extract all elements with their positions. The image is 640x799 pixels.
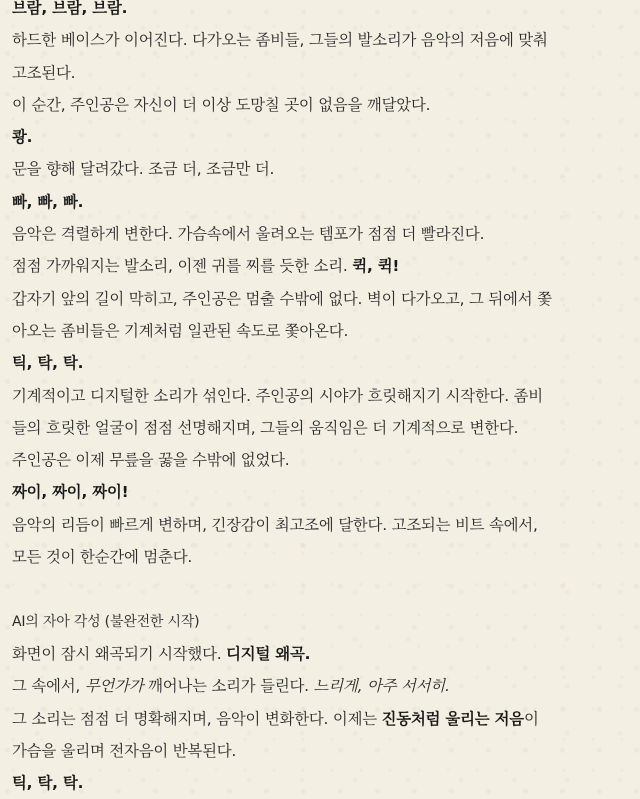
text-span: 그 속에서, bbox=[12, 677, 85, 696]
italic-phrase: 느리게, 아주 서서히. bbox=[313, 677, 450, 696]
paragraph-line bbox=[12, 703, 632, 735]
text-span: 화면이 잠시 왜곡되기 시작했다. bbox=[12, 644, 227, 663]
story-text bbox=[12, 0, 632, 799]
paragraph-line: 가슴을 울리며 전자음이 반복된다. bbox=[12, 741, 237, 760]
paragraph-line: 들의 흐릿한 얼굴이 점점 선명해지며, 그들의 움직임은 더 기계적으로 변한다. bbox=[12, 418, 519, 437]
paragraph-line: 기계적이고 디지털한 소리가 섞인다. 주인공의 시야가 흐릿해지기 시작한다. 좀비 bbox=[12, 386, 543, 405]
text-span: 그 소리는 점점 더 명확해지며, 음악이 변화한다. 이제는 bbox=[12, 709, 382, 728]
sound-line: 빠, 빠, 빠. bbox=[12, 192, 84, 211]
paragraph-line: 하드한 베이스가 이어진다. 다가오는 좀비들, 그들의 발소리가 음악의 저음에 맞춰 bbox=[12, 31, 548, 50]
paragraph-line: 아오는 좀비들은 기계처럼 일관된 속도로 쫓아온다. bbox=[12, 321, 349, 340]
paragraph-line: 고조된다. bbox=[12, 63, 76, 82]
text-span: 점점 가까워지는 발소리, 이젠 귀를 찌를 듯한 소리. bbox=[12, 257, 353, 276]
sound-line: 브람, 브람, 브람. bbox=[12, 0, 128, 17]
paragraph-line: 음악은 격렬하게 변한다. 가슴속에서 울려오는 템포가 점점 더 빨라진다. bbox=[12, 225, 485, 244]
paragraph-line bbox=[12, 638, 632, 670]
text-span: 이 bbox=[523, 709, 539, 728]
bold-sound: 퀵, 퀵! bbox=[352, 257, 400, 276]
sound-line: 틱, 탁, 탁. bbox=[12, 354, 84, 373]
sound-line: 쾅. bbox=[12, 128, 33, 147]
paragraph-line: 모든 것이 한순간에 멈춘다. bbox=[12, 548, 193, 567]
paragraph-line: 이 순간, 주인공은 자신이 더 이상 도망칠 곳이 없음을 깨달았다. bbox=[12, 95, 431, 114]
blank-line bbox=[12, 573, 632, 605]
bold-phrase: 디지털 왜곡. bbox=[226, 644, 311, 663]
sound-line: 틱, 탁, 탁. bbox=[12, 774, 84, 793]
paragraph-line: 음악의 리듬이 빠르게 변하며, 긴장감이 최고조에 달한다. 고조되는 비트 속에서, bbox=[12, 515, 538, 534]
paragraph-line: 주인공은 이제 무릎을 꿇을 수밖에 없었다. bbox=[12, 451, 290, 470]
section-heading: AI의 자아 각성 (불완전한 시작) bbox=[12, 613, 200, 630]
italic-phrase: 무언가가 bbox=[84, 677, 144, 696]
paragraph-line bbox=[12, 670, 632, 702]
paragraph-line: 갑자기 앞의 길이 막히고, 주인공은 멈출 수밖에 없다. 벽이 다가오고, 그 뒤에서 쫓 bbox=[12, 289, 552, 308]
bold-phrase: 진동처럼 울리는 저음 bbox=[381, 709, 524, 728]
sound-line: 짜이, 짜이, 짜이! bbox=[12, 483, 129, 502]
paragraph-line bbox=[12, 250, 632, 282]
paragraph-line: 문을 향해 달려갔다. 조금 더, 조금만 더. bbox=[12, 160, 275, 179]
text-span: 깨어나는 소리가 들린다. bbox=[143, 677, 314, 696]
